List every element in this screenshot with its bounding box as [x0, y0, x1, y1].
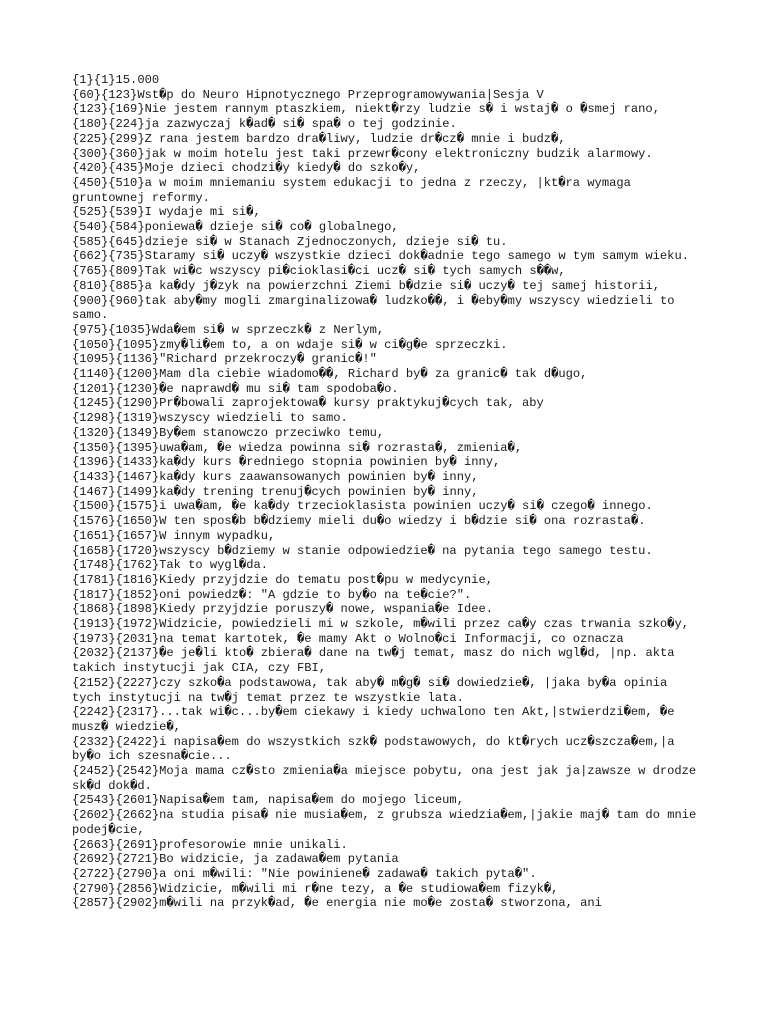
subtitle-line: {2032}{2137}�e je�li kto� zbiera� dane na tw�j temat, masz do nich wgl�d, |np. akta takich instytucji jak CIA, czy FBI,	[72, 646, 682, 676]
subtitle-line: {2663}{2691}profesorowie mnie unikali.	[72, 837, 348, 852]
subtitle-line: {765}{809}Tak wi�c wszyscy pi�cioklasi�ci ucz� si� tych samych s��w,	[72, 264, 566, 279]
subtitle-line: {2152}{2227}czy szko�a podstawowa, tak aby� m�g� si� dowiedzie�, |jaka by�a opinia tych instytucji na tw�j temat przez te wszystkie lata.	[72, 675, 675, 705]
subtitle-line: {2722}{2790}a oni m�wili: "Nie powiniene� zadawa� takich pyta�".	[72, 866, 537, 881]
subtitle-line: {2790}{2856}Widzicie, m�wili mi r�ne tezy, a �e studiowa�em fizyk�,	[72, 881, 559, 896]
subtitle-line: {300}{360}jak w moim hotelu jest taki przewr�cony elektroniczny budzik alarmowy.	[72, 146, 653, 161]
subtitle-line: {1095}{1136}"Richard przekroczy� granic�!"	[72, 352, 377, 367]
subtitle-line: {2602}{2662}na studia pisa� nie musia�em, z grubsza wiedzia�em,|jakie maj� tam do mnie podej�cie,	[72, 808, 704, 837]
subtitle-line: {2543}{2601}Napisa�em tam, napisa�em do mojego liceum,	[72, 793, 464, 808]
subtitle-line: {2692}{2721}Bo widzicie, ja zadawa�em pytania	[72, 852, 399, 867]
subtitle-line: {1298}{1319}wszyscy wiedzieli to samo.	[72, 411, 348, 426]
subtitle-line: {1245}{1290}Pr�bowali zaprojektowa� kursy praktykuj�cych tak, aby	[72, 396, 544, 411]
subtitle-line: {1781}{1816}Kiedy przyjdzie do tematu post�pu w medycynie,	[72, 572, 493, 587]
subtitle-line: {1748}{1762}Tak to wygl�da.	[72, 558, 268, 573]
subtitle-line: {60}{123}Wst�p do Neuro Hipnotycznego Przeprogramowywania|Sesja V	[72, 87, 544, 102]
subtitle-line: {900}{960}tak aby�my mogli zmarginalizowa� ludzko��, i �eby�my wszyscy wiedzieli to samo.	[72, 293, 682, 323]
subtitle-line: {525}{539}I wydaje mi si�,	[72, 205, 261, 220]
subtitle-line: {1396}{1433}ka�dy kurs �redniego stopnia powinien by� inny,	[72, 455, 501, 470]
subtitle-line: {975}{1035}Wda�em si� w sprzeczk� z Nerlym,	[72, 322, 385, 337]
subtitle-line: {1201}{1230}�e naprawd� mu si� tam spodoba�o.	[72, 381, 399, 396]
subtitle-document	[72, 73, 702, 911]
subtitle-line: {2452}{2542}Moja mama cz�sto zmienia�a miejsce pobytu, ona jest jak ja|zawsze w drodze sk�d dok�d.	[72, 764, 704, 793]
subtitle-line: {2242}{2317}...tak wi�c...by�em ciekawy i kiedy uchwalono ten Akt,|stwierdzi�em, �e musz� wiedzie�,	[72, 705, 682, 734]
subtitle-line: {585}{645}dzieje si� w Stanach Zjednoczonych, dzieje si� tu.	[72, 234, 508, 249]
subtitle-line: {2857}{2902}m�wili na przyk�ad, �e energia nie mo�e zosta� stworzona, ani	[72, 896, 602, 911]
subtitle-line: {450}{510}a w moim mniemaniu system edukacji to jedna z rzeczy, |kt�ra wymaga gruntownej reformy.	[72, 175, 639, 205]
subtitle-line: {1320}{1349}By�em stanowczo przeciwko temu,	[72, 425, 385, 440]
subtitle-line: {1973}{2031}na temat kartotek, �e mamy Akt o Wolno�ci Informacji, co oznacza	[72, 631, 624, 646]
subtitle-line: {1868}{1898}Kiedy przyjdzie poruszy� nowe, wspania�e Idee.	[72, 602, 493, 617]
subtitle-line: {2332}{2422}i napisa�em do wszystkich szk� podstawowych, do kt�rych ucz�szcza�em,|a by�o ich szesna�cie...	[72, 734, 682, 764]
subtitle-line: {1140}{1200}Mam dla ciebie wiadomo��, Richard by� za granic� tak d�ugo,	[72, 367, 588, 382]
subtitle-line: {1050}{1095}zmy�li�em to, a on wdaje si� w ci�g�e sprzeczki.	[72, 337, 508, 352]
subtitle-line: {1817}{1852}oni powiedz�: "A gdzie to by�o na te�cie?".	[72, 587, 472, 602]
subtitle-line: {662}{735}Staramy si� uczy� wszystkie dzieci dok�adnie tego samego w tym samym wieku.	[72, 249, 689, 264]
subtitle-line: {123}{169}Nie jestem rannym ptaszkiem, niekt�rzy ludzie s� i wstaj� o �smej rano,	[72, 102, 660, 117]
subtitle-line: {1913}{1972}Widzicie, powiedzieli mi w szkole, m�wili przez ca�y czas trwania szko�y,	[72, 617, 689, 632]
subtitle-line: {1350}{1395}uwa�am, �e wiedza powinna si� rozrasta�, zmienia�,	[72, 440, 523, 455]
subtitle-line: {1500}{1575}i uwa�am, �e ka�dy trzecioklasista powinien uczy� si� czego� innego.	[72, 499, 653, 514]
subtitle-line: {810}{885}a ka�dy j�zyk na powierzchni Ziemi b�dzie si� uczy� tej samej historii,	[72, 278, 660, 293]
subtitle-line: {540}{584}poniewa� dzieje si� co� globalnego,	[72, 220, 399, 235]
subtitle-line: {1658}{1720}wszyscy b�dziemy w stanie odpowiedzie� na pytania tego samego testu.	[72, 543, 653, 558]
subtitle-line: {225}{299}Z rana jestem bardzo dra�liwy, ludzie dr�cz� mnie i budz�,	[72, 131, 566, 146]
subtitle-line: {1651}{1657}W innym wypadku,	[72, 528, 276, 543]
subtitle-line: {420}{435}Moje dzieci chodzi�y kiedy� do szko�y,	[72, 161, 421, 176]
subtitle-line: {1}{1}15.000	[72, 73, 160, 87]
subtitle-line: {1433}{1467}ka�dy kurs zaawansowanych powinien by� inny,	[72, 469, 479, 484]
subtitle-line: {180}{224}ja zazwyczaj k�ad� si� spa� o tej godzinie.	[72, 117, 457, 132]
subtitle-line: {1576}{1650}W ten spos�b b�dziemy mieli du�o wiedzy i b�dzie si� ona rozrasta�.	[72, 514, 646, 529]
subtitle-line: {1467}{1499}ka�dy trening trenuj�cych powinien by� inny,	[72, 484, 479, 499]
